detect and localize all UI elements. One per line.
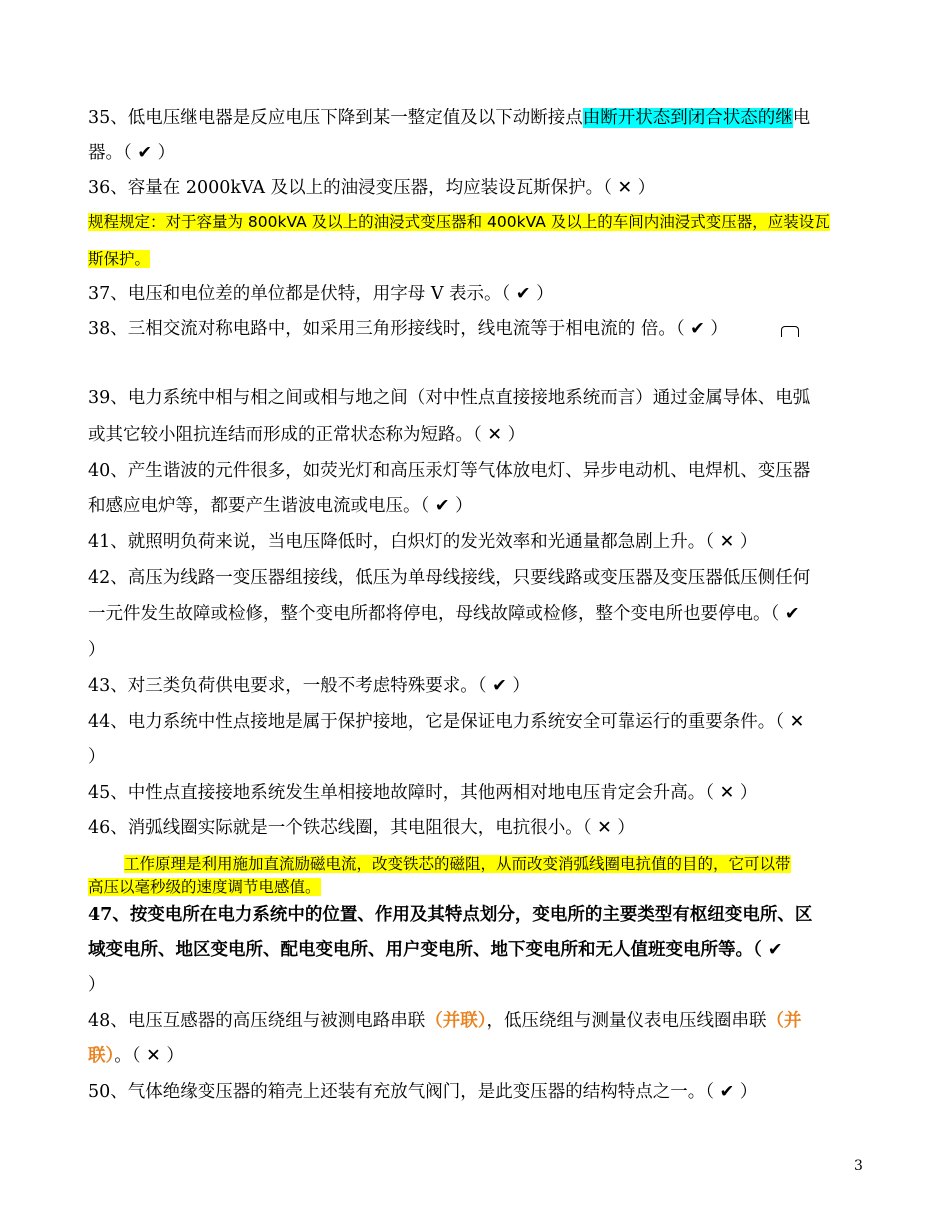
question-42-close: ） [88, 640, 106, 660]
question-45 [88, 781, 757, 805]
question-44-text: 44、电力系统中性点接地是属于保护接地，它是保证电力系统安全可靠运行的重要条件。（ [88, 712, 785, 732]
question-40-line1-text: 40、产生谐波的元件很多，如荧光灯和高压汞灯等气体放电灯、异步电动机、电焊机、变压器 [88, 461, 811, 481]
check-icon: ✔ [434, 496, 450, 516]
question-48-part1: 48、电压互感器的高压绕组与被测电路串联 [88, 1011, 426, 1031]
question-39-line1-text: 39、电力系统中相与相之间或相与地之间（对中性点直接接地系统而言）通过金属导体、电弧 [88, 388, 811, 408]
question-42-line2 [88, 602, 800, 626]
question-35-line2-text: 器。（ [88, 143, 132, 163]
note-36-line1 [88, 211, 830, 233]
question-43-text: 43、对三类负荷供电要求，一般不考虑特殊要求。（ [88, 676, 487, 696]
question-39-line2 [88, 423, 525, 447]
cross-icon: ✕ [617, 178, 633, 198]
question-48-line2 [88, 1044, 184, 1068]
question-42-line3 [88, 638, 106, 662]
cross-icon: ✕ [719, 532, 735, 552]
question-35-text: 35、低电压继电器是反应电压下降到某一整定值及以下动断接点 [88, 108, 583, 128]
check-icon: ✔ [690, 319, 705, 339]
question-45-close: ） [739, 783, 758, 803]
question-47-line1-text: 47、按变电所在电力系统中的位置、作用及其特点划分，变电所的主要类型有枢纽变电所、区 [88, 905, 813, 925]
question-36-close: ） [637, 178, 656, 198]
question-37-close: ） [536, 284, 554, 304]
cross-icon: ✕ [719, 783, 735, 803]
question-41-close: ） [739, 532, 758, 552]
note-46-line1-text: 工作原理是利用施加直流励磁电流，改变铁芯的磁阻，从而改变消弧线圈电抗值的目的，它可以带 [124, 855, 791, 873]
question-47-line2 [88, 938, 783, 962]
question-50 [88, 1080, 757, 1104]
check-icon: ✔ [767, 940, 783, 960]
check-icon: ✔ [719, 1082, 735, 1102]
question-48-correction-2a: （并 [766, 1011, 802, 1031]
note-36-line2 [88, 248, 150, 270]
question-48-part2: ，低压绕组与测量仪表电压线圈串联 [486, 1011, 767, 1031]
question-41 [88, 530, 757, 554]
question-40-line1 [88, 459, 810, 483]
question-40-line2 [88, 494, 473, 518]
question-47-line3 [88, 973, 106, 997]
question-45-text: 45、中性点直接接地系统发生单相接地故障时，其他两相对地电压肯定会升高。（ [88, 783, 715, 803]
cross-icon: ✕ [789, 712, 805, 732]
note-46-line1 [124, 853, 791, 875]
check-icon: ✔ [515, 284, 531, 304]
question-48 [88, 1009, 802, 1033]
note-36-line2-text: 斯保护。 [88, 250, 151, 268]
page-number: 3 [854, 1158, 863, 1174]
question-42-line1 [88, 566, 810, 590]
question-43-close: ） [512, 676, 530, 696]
question-48-correction-1: （并联） [425, 1011, 487, 1031]
question-37 [88, 282, 554, 306]
question-37-text: 37、电压和电位差的单位都是伏特，用字母 V 表示。（ [88, 284, 511, 304]
question-39-line2-text: 或其它较小阻抗连结而形成的正常状态称为短路。（ [88, 425, 482, 445]
question-42-line1-text: 42、高压为线路一变压器组接线，低压为单母线接线，只要线路或变压器及变压器低压侧任何 [88, 568, 811, 588]
question-39-line1 [88, 386, 810, 410]
question-50-close: ） [739, 1082, 758, 1102]
note-46-line2 [88, 876, 321, 898]
check-icon: ✔ [137, 143, 152, 163]
sqrt-symbol-icon [781, 326, 799, 337]
question-48-part3: 。（ [114, 1046, 141, 1066]
question-47-line2-text: 域变电所、地区变电所、配电变电所、用户变电所、地下变电所和无人值班变电所等。（ [88, 940, 762, 960]
question-50-text: 50、气体绝缘变压器的箱壳上还装有充放气阀门，是此变压器的结构特点之一。（ [88, 1082, 715, 1102]
question-40-line2-text: 和感应电炉等，都要产生谐波电流或电压。（ [88, 496, 430, 516]
question-39-close: ） [507, 425, 526, 445]
question-35-tail: 电 [792, 108, 811, 128]
cross-icon: ✕ [146, 1046, 161, 1066]
note-36-line1-text: 规程规定：对于容量为 800kVA 及以上的油浸式变压器和 400kVA 及以上的车间内油浸式变压器，应装设瓦 [88, 213, 830, 231]
cross-icon: ✕ [597, 818, 612, 838]
question-38-close: ） [710, 319, 728, 339]
check-icon: ✔ [492, 676, 507, 696]
question-44-close: ） [88, 747, 106, 767]
question-47-close: ） [88, 975, 106, 995]
question-35-line2 [88, 141, 175, 165]
question-35-close: ） [157, 143, 176, 163]
question-36 [88, 176, 655, 200]
question-44 [88, 710, 804, 734]
question-35 [88, 106, 810, 130]
question-35-highlight: 由断开状态到闭合状态的继 [582, 108, 793, 128]
question-41-text: 41、就照明负荷来说，当电压降低时，白炽灯的发光效率和光通量都急剧上升。（ [88, 532, 715, 552]
question-42-line2-text: 一元件发生故障或检修，整个变电所都将停电，母线故障或检修，整个变电所也要停电。（ [88, 604, 780, 624]
check-icon: ✔ [784, 604, 800, 624]
question-46-text: 46、消弧线圈实际就是一个铁芯线圈，其电阻很大，电抗很小。（ [88, 818, 592, 838]
question-40-close: ） [455, 496, 473, 516]
question-48-correction-2b: 联） [88, 1046, 115, 1066]
question-48-close: ） [166, 1046, 184, 1066]
question-36-text: 36、容量在 2000kVA 及以上的油浸变压器，均应装设瓦斯保护。（ [88, 178, 612, 198]
question-44-line2 [88, 745, 106, 769]
note-46-line2-text: 高压以毫秒级的速度调节电感值。 [88, 878, 321, 896]
question-46-close: ） [617, 818, 635, 838]
question-38 [88, 317, 728, 341]
question-47-line1 [88, 903, 812, 927]
question-46 [88, 816, 635, 840]
cross-icon: ✕ [487, 425, 502, 445]
question-38-text: 38、三相交流对称电路中，如采用三角形接线时，线电流等于相电流的 倍。（ [88, 319, 685, 339]
question-43 [88, 674, 530, 698]
